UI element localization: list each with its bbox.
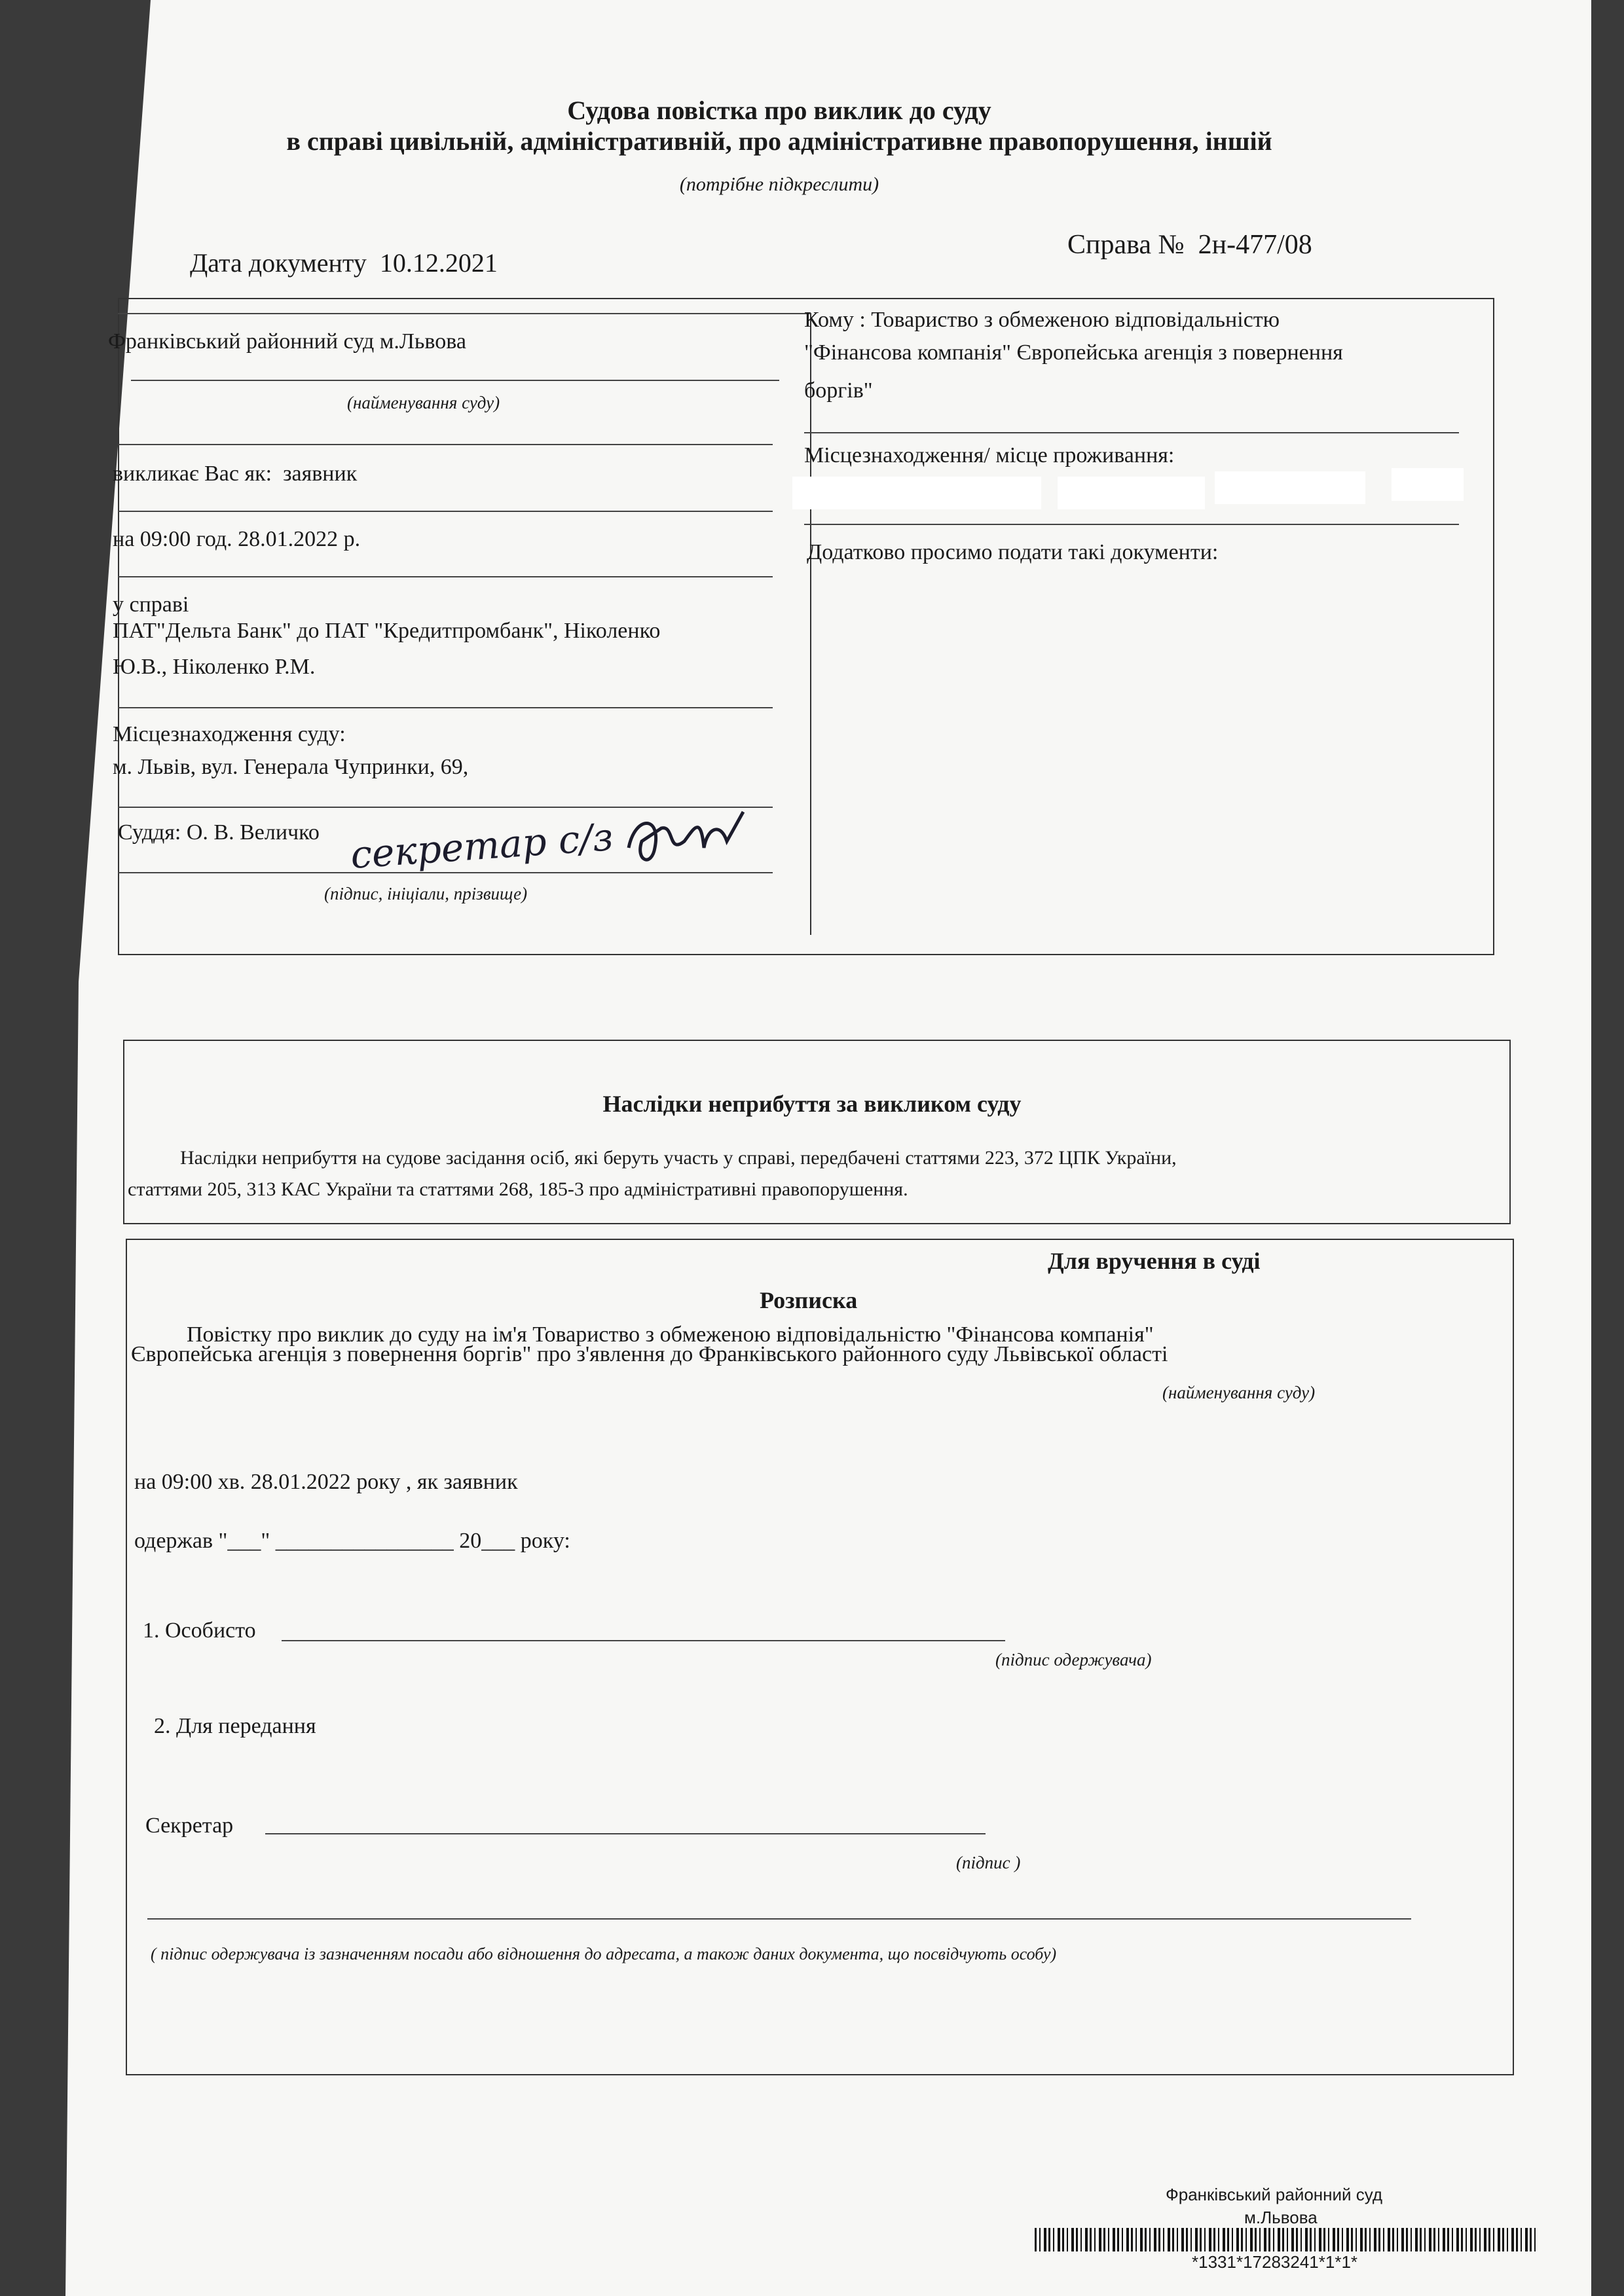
address-label: Місцезнаходження/ місце проживання: bbox=[804, 443, 1175, 467]
summons-as-label: викликає Вас як: bbox=[113, 462, 272, 486]
court-name-underline bbox=[131, 380, 779, 381]
hearing-time: на 09:00 год. 28.01.2022 р. bbox=[113, 527, 361, 551]
for-court-label: Для вручення в суді bbox=[1048, 1248, 1261, 1274]
secretary-signature-line bbox=[265, 1833, 986, 1834]
document-date bbox=[190, 247, 498, 278]
court-location-value: м. Львів, вул. Генерала Чупринки, 69, bbox=[113, 755, 469, 779]
document-date-label: Дата документу bbox=[190, 248, 367, 278]
document-date-value: 10.12.2021 bbox=[379, 248, 498, 278]
barcode-text: *1331*17283241*1*1* bbox=[1192, 2252, 1358, 2272]
divider-2 bbox=[118, 511, 773, 512]
divider-1 bbox=[118, 444, 773, 445]
barcode bbox=[1035, 2228, 1539, 2251]
secretary-signature: секретар с/з bbox=[349, 814, 615, 877]
consequences-title: Наслідки неприбуття за викликом суду bbox=[602, 1091, 1022, 1117]
recipient-line2: "Фінансова компанія" Європейська агенція з повернення bbox=[804, 340, 1343, 365]
redacted-address-1 bbox=[792, 477, 1041, 509]
personal-caption: (підпис одержувача) bbox=[995, 1650, 1152, 1669]
redacted-address-4 bbox=[1392, 468, 1464, 501]
signature-scribble bbox=[622, 802, 753, 881]
receipt-line2: Європейська агенція з повернення боргів" про з'явлення до Франківського районного суду Львівської області bbox=[131, 1342, 1168, 1366]
receipt-line1: Повістку про виклик до суду на ім'я Товариство з обмеженою відповідальністю "Фінансова компанія" bbox=[187, 1322, 1154, 1347]
divider-3 bbox=[118, 576, 773, 577]
judge-line: Суддя: О. В. Величко bbox=[118, 820, 320, 845]
court-name: Франківський районний суд м.Львова bbox=[108, 329, 466, 354]
footer-court-line1: Франківський районний суд bbox=[1166, 2185, 1383, 2204]
court-location-label: Місцезнаходження суду: bbox=[113, 722, 346, 746]
summons-table-top-left bbox=[118, 313, 811, 314]
summons-as-value: заявник bbox=[283, 462, 358, 486]
court-name-caption: (найменування суду) bbox=[347, 393, 500, 412]
redacted-address-3 bbox=[1215, 471, 1365, 504]
case-number bbox=[1067, 229, 1312, 261]
signature-caption: (підпис, ініціали, прізвище) bbox=[324, 884, 528, 903]
document-title-line1: Судова повістка про виклик до суду bbox=[567, 96, 991, 125]
document-title-line2: в справі цивільній, адміністративній, про адміністративне правопорушення, іншій bbox=[286, 126, 1272, 156]
footer-court-line2: м.Львова bbox=[1244, 2208, 1318, 2227]
secretary-caption: (підпис ) bbox=[956, 1853, 1021, 1872]
consequences-text-line1: Наслідки неприбуття на судове засідання осіб, які беруть участь у справі, передбачені статтями 223, 372 ЦПК України, bbox=[180, 1147, 1177, 1169]
personal-label: 1. Особисто bbox=[143, 1618, 256, 1643]
receipt-court-caption: (найменування суду) bbox=[1162, 1383, 1316, 1402]
transfer-label: 2. Для передання bbox=[154, 1714, 316, 1738]
redacted-address-2 bbox=[1058, 477, 1205, 509]
recipient-underline bbox=[804, 432, 1459, 433]
divider-4 bbox=[118, 707, 773, 708]
receipt-time-line: на 09:00 хв. 28.01.2022 року , як заявник bbox=[134, 1470, 518, 1494]
consequences-text-line2: статтями 205, 313 КАС України та статтями 268, 185-3 про адміністративні правопорушення. bbox=[128, 1178, 908, 1200]
recipient-caption: ( підпис одержувача із зазначенням посади або відношення до адресата, а також даних документа, що посвідчують особу) bbox=[151, 1944, 1057, 1963]
case-parties-line2: Ю.В., Ніколенко Р.М. bbox=[113, 655, 316, 679]
case-number-label: Справа № bbox=[1067, 230, 1185, 260]
summons-as bbox=[113, 462, 357, 486]
case-number-value: 2н-477/08 bbox=[1198, 230, 1312, 260]
divider-6 bbox=[118, 872, 773, 873]
receipt-title: Розписка bbox=[760, 1287, 858, 1313]
personal-signature-line bbox=[282, 1640, 1005, 1641]
address-underline bbox=[804, 524, 1459, 525]
recipient-line3: боргів" bbox=[804, 378, 873, 403]
recipient-line1: Кому : Товариство з обмеженою відповідальністю bbox=[804, 308, 1280, 332]
case-parties-line1: ПАТ"Дельта Банк" до ПАТ "Кредитпромбанк", Ніколенко bbox=[113, 619, 661, 643]
receipt-received-line: одержав "___" ________________ 20___ року: bbox=[134, 1529, 570, 1553]
case-label: у справі bbox=[113, 592, 189, 617]
title-note: (потрібне підкреслити) bbox=[679, 173, 879, 195]
recipient-signature-line bbox=[147, 1918, 1411, 1920]
extra-docs-label: Додатково просимо подати такі документи: bbox=[807, 540, 1219, 564]
secretary-label: Секретар bbox=[145, 1813, 234, 1838]
summons-table-divider bbox=[810, 313, 811, 935]
